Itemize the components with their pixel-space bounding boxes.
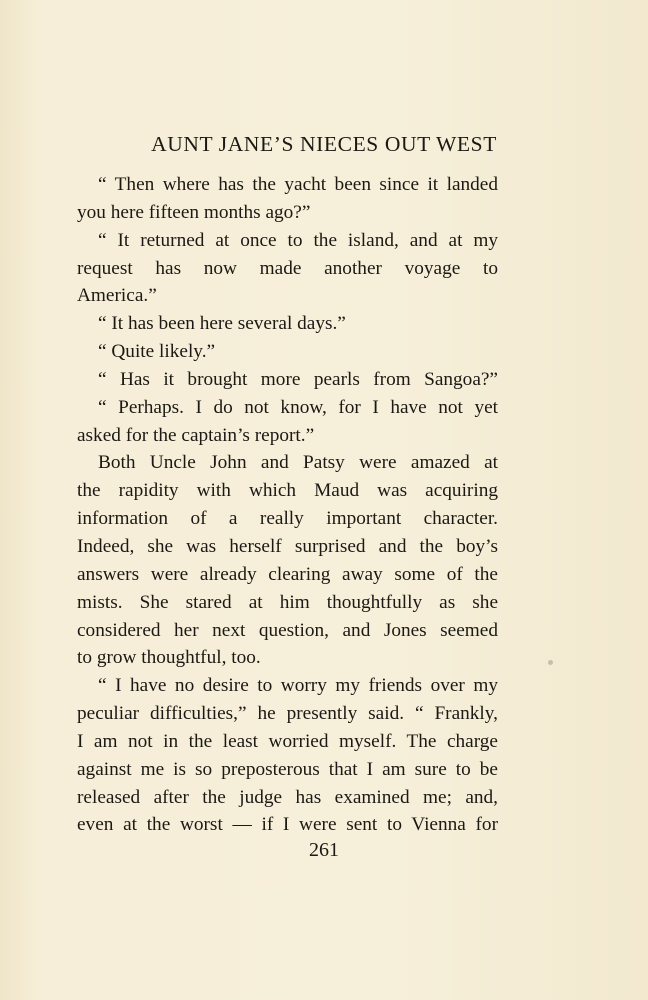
text-line: answers were already clearing away some of the bbox=[77, 563, 498, 585]
text-line: you here fifteen months ago?” bbox=[77, 201, 311, 223]
paper-speck bbox=[548, 660, 553, 665]
text-line: Both Uncle John and Patsy were amazed at bbox=[98, 452, 498, 474]
text-line: considered her next question, and Jones seemed bbox=[77, 619, 498, 641]
text-line: to grow thoughtful, too. bbox=[77, 647, 261, 669]
text-line: the rapidity with which Maud was acquiring bbox=[77, 480, 498, 502]
text-line: I am not in the least worried myself. The charge bbox=[77, 730, 498, 752]
text-line: America.” bbox=[77, 285, 157, 307]
text-line: “ It returned at once to the island, and at my bbox=[98, 229, 498, 251]
text-line: information of a really important character. bbox=[77, 508, 498, 530]
text-line: asked for the captain’s report.” bbox=[77, 424, 315, 446]
text-line: mists. She stared at him thoughtfully as she bbox=[77, 591, 498, 613]
text-line: request has now made another voyage to bbox=[77, 257, 498, 279]
text-line: released after the judge has examined me; and, bbox=[77, 786, 498, 808]
text-line: “ It has been here several days.” bbox=[98, 313, 346, 335]
text-line: “ Then where has the yacht been since it landed bbox=[98, 174, 498, 195]
text-line: “ Has it brought more pearls from Sangoa?” bbox=[98, 368, 498, 390]
text-line: Indeed, she was herself surprised and the boy’s bbox=[77, 535, 498, 557]
text-line: “ Quite likely.” bbox=[98, 341, 216, 363]
text-line: even at the worst — if I were sent to Vienna for bbox=[77, 814, 498, 836]
running-head: AUNT JANE’S NIECES OUT WEST bbox=[151, 132, 497, 156]
text-line: peculiar difficulties,” he presently said. “ Frankly, bbox=[77, 703, 498, 725]
text-line: against me is so preposterous that I am sure to be bbox=[77, 758, 498, 780]
page-number: 261 bbox=[309, 839, 339, 861]
text-line: “ I have no desire to worry my friends over my bbox=[98, 675, 498, 697]
body-text bbox=[77, 171, 498, 839]
text-line: “ Perhaps. I do not know, for I have not yet bbox=[98, 396, 498, 418]
